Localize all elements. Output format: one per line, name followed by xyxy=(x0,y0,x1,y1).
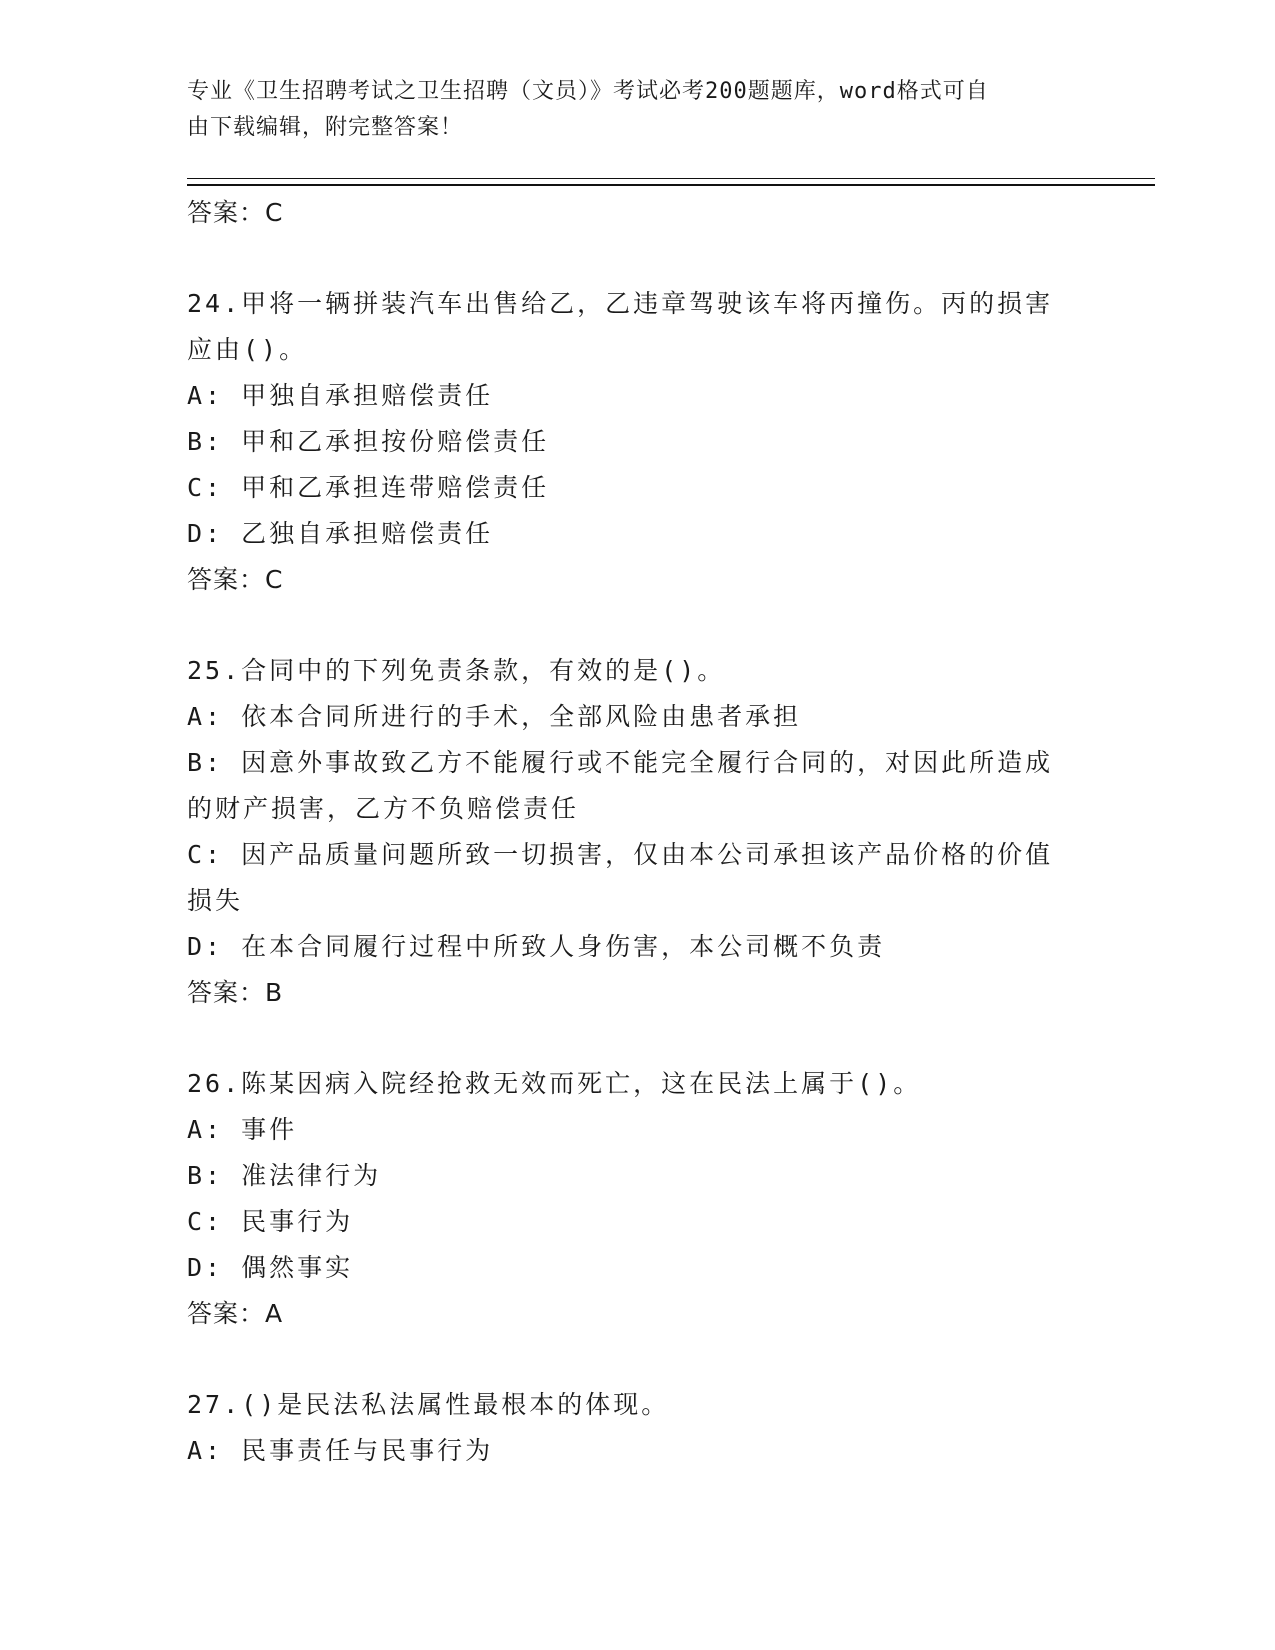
previous-answer: 答案：C xyxy=(187,198,284,227)
header-line-1: 专业《卫生招聘考试之卫生招聘（文员）》考试必考200题题库，word格式可自 xyxy=(187,79,989,104)
header-line-2: 由下载编辑，附完整答案！ xyxy=(187,115,464,140)
option-b-continued: 的财产损害，乙方不负赔偿责任 xyxy=(187,794,580,823)
option-c-continued: 损失 xyxy=(187,886,244,915)
option-d: D: 在本合同履行过程中所致人身伤害，本公司概不负责 xyxy=(187,932,886,961)
answer-line: 答案：C xyxy=(187,565,284,594)
option-a: A: 民事责任与民事行为 xyxy=(187,1436,494,1465)
question-25 xyxy=(187,648,1087,1016)
question-stem-line: 应由()。 xyxy=(187,335,308,364)
option-c: C: 民事行为 xyxy=(187,1207,354,1236)
option-c: C: 因产品质量问题所致一切损害，仅由本公司承担该产品价格的价值 xyxy=(187,840,1054,869)
question-26 xyxy=(187,1061,1087,1337)
option-a: A: 事件 xyxy=(187,1115,298,1144)
option-d: D: 偶然事实 xyxy=(187,1253,354,1282)
header-divider-thin xyxy=(187,178,1155,179)
question-list xyxy=(187,190,1087,1474)
question-27 xyxy=(187,1382,1087,1474)
option-c: C: 甲和乙承担连带赔偿责任 xyxy=(187,473,550,502)
option-b: B: 甲和乙承担按份赔偿责任 xyxy=(187,427,550,456)
option-a: A: 甲独自承担赔偿责任 xyxy=(187,381,494,410)
question-24 xyxy=(187,281,1087,603)
question-stem-line: 27.()是民法私法属性最根本的体现。 xyxy=(187,1390,670,1419)
question-stem-line: 25.合同中的下列免责条款，有效的是()。 xyxy=(187,656,726,685)
answer-line: 答案：A xyxy=(187,1299,284,1328)
option-d: D: 乙独自承担赔偿责任 xyxy=(187,519,494,548)
option-b: B: 准法律行为 xyxy=(187,1161,382,1190)
option-b: B: 因意外事故致乙方不能履行或不能完全履行合同的，对因此所造成 xyxy=(187,748,1054,777)
question-stem-line: 26.陈某因病入院经抢救无效而死亡，这在民法上属于()。 xyxy=(187,1069,922,1098)
document-header-note xyxy=(187,74,1067,146)
question-stem-line: 24.甲将一辆拼装汽车出售给乙，乙违章驾驶该车将丙撞伤。丙的损害 xyxy=(187,289,1054,318)
option-a: A: 依本合同所进行的手术，全部风险由患者承担 xyxy=(187,702,802,731)
answer-line: 答案：B xyxy=(187,978,284,1007)
header-divider-thick xyxy=(187,184,1155,186)
